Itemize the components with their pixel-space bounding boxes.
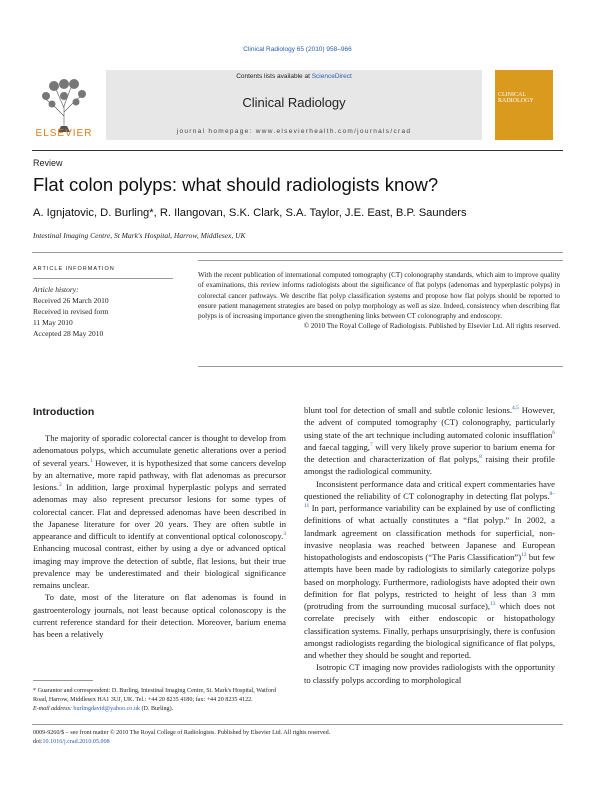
text-run: In part, performance variability can be explained by use of conflicting definitions of what actually constitutes a “flat polyp.” In 2002, a landmark agreement on classification methods for superficial, non-invasive neoplasia was reached between Japanese and European histopathologists and endoscopists (“The Paris Classification”) (304, 503, 555, 562)
body-column-right (304, 404, 555, 686)
abstract-bottom-rule (198, 366, 563, 367)
footnote-rule (33, 680, 93, 681)
front-matter (33, 729, 564, 746)
text-run: In addition, large proximal hyperplastic polyps and serrated adenomas may also represent precursor lesions for some types of colorectal cancer. Flat and depressed adenomas have been described in the Japanese literature for over 20 years. They are often subtle in appearance and difficult to identify at conventional optical colonoscopy. (33, 482, 286, 541)
text-run: which does not correlate precisely with either endoscopic or histopathology classification systems. Finally, perhaps unsurprisingly, there is confusion amongst radiologists regarding the biological significance of flat polyps, and whether they should be sought and reported. (304, 601, 555, 660)
contents-available (106, 73, 482, 80)
title-rule (32, 252, 563, 253)
email-link[interactable]: burlingdavid@yahoo.co.uk (73, 706, 140, 712)
ref-link[interactable]: 2 (59, 482, 62, 489)
email-label: E-mail address: (33, 706, 72, 712)
ref-link[interactable]: 7 (369, 441, 373, 448)
article-affiliation: Intestinal Imaging Centre, St Mark's Hospital, Harrow, Middlesex, UK (33, 231, 246, 240)
doi-label: doi: (33, 738, 43, 745)
abstract-top-rule (198, 260, 563, 261)
article-history (33, 284, 183, 339)
body-column-left (33, 432, 286, 640)
corresponding-author-footnote (33, 687, 288, 714)
ref-link[interactable]: 8–11 (304, 490, 555, 510)
abstract-text: With the recent publication of international computed tomography (CT) colonography standards, which aim to improve quality of examinations, this review informs radiologists about the significance of flat polyps (adenomas and hyperplastic polyps) in colorectal cancer pathways. We describe flat polyp classification systems and propose how flat polyps should be reported to ensure patient management strategies are based on polyp morphology as well as size. Indeed, consistency when describing flat polyps is of increasing importance given the strengthening links between CT colonography and endoscopy. (198, 271, 560, 321)
text-run: Inconsistent performance data and critical expert commentaries have questioned the reliability of CT colonography in detecting flat polyps. (304, 478, 555, 501)
history-label: Article history: (33, 285, 79, 294)
ref-link[interactable]: 8 (479, 454, 482, 461)
text-run: However, it is hypothesized that some cancers develop by an alternative, more rapid pathway, with flat adenomas as precursor lesions. (33, 457, 286, 492)
abstract-copyright: © 2010 The Royal College of Radiologists. Published by Elsevier Ltd. All rights reserved. (303, 322, 560, 331)
intro-paragraph-3 (304, 478, 555, 662)
text-run: raising their profile amongst the radiological community. (304, 454, 555, 477)
text-run: Enhancing mucosal contrast, either by using a dye or advanced optical imaging may improve the detection of subtle, flat lesions, but their true prevalence may be underestimated and their biological significance remains unclear. (33, 543, 286, 590)
available-prefix: Contents lists available at (236, 73, 312, 80)
history-accepted: Accepted 28 May 2010 (33, 329, 104, 338)
email-suffix: (D. Burling). (141, 706, 174, 712)
history-revised-2: 11 May 2010 (33, 318, 73, 327)
text-run: The majority of sporadic colorectal cancer is thought to develop from adenomatous polyps, which accumulate genetic alterations over a period of several years. (33, 433, 286, 468)
ref-link[interactable]: 6 (552, 429, 555, 436)
cover-title: CLINICAL RADIOLOGY (498, 92, 534, 104)
ref-link[interactable]: 1 (89, 457, 93, 464)
intro-paragraph-2-cont (304, 404, 555, 478)
ref-link[interactable]: 4,5 (512, 405, 519, 412)
doi-line (33, 738, 564, 747)
journal-cover-image (495, 70, 553, 140)
footnote-email-line (33, 705, 288, 714)
sciencedirect-link[interactable]: ScienceDirect (311, 73, 352, 80)
doi-link[interactable]: 10.1016/j.crad.2010.05.008 (42, 738, 110, 745)
abstract (198, 270, 560, 332)
journal-citation[interactable]: Clinical Radiology 65 (2010) 958–966 (243, 46, 352, 53)
section-heading-introduction: Introduction (33, 406, 95, 418)
article-info-rule (33, 278, 173, 279)
text-run: and faecal tagging, (304, 441, 370, 452)
header-rule (32, 150, 563, 151)
journal-title: Clinical Radiology (242, 95, 346, 110)
intro-paragraph-2: To date, most of the literature on flat adenomas is found in gastroenterology journals, not least because optical colonoscopy is the current reference standard for their detection. Moreover, barium enema has been a relatively (33, 592, 286, 639)
text-run: will very likely prove superior to barium enema for the detection and characterization of flat polyps, (304, 441, 555, 464)
ref-link[interactable]: 13 (489, 601, 496, 608)
issn-line: 0009-9260/$ – see front matter © 2010 The Royal College of Radiologists. Published by Elsevier Ltd. All rights reserved. (33, 730, 331, 736)
text-run: However, the advent of computed tomography (CT) colonography, particularly using state of the art technique including automated colonic insufflation (304, 405, 555, 440)
article-authors: A. Ignjatovic, D. Burling*, R. Ilangovan, S.K. Clark, S.A. Taylor, J.E. East, B.P. Saunders (33, 207, 467, 219)
elsevier-wordmark: ELSEVIER (35, 128, 93, 139)
article-info-heading: ARTICLE INFORMATION (33, 266, 115, 272)
journal-homepage[interactable]: journal homepage: www.elsevierhealth.com/journals/crad (176, 128, 412, 135)
ref-link[interactable]: 12 (521, 552, 527, 559)
ref-link[interactable]: 3 (283, 531, 286, 538)
bottom-rule (32, 724, 563, 725)
article-type: Review (33, 158, 63, 168)
text-run: blunt tool for detection of small and subtle colonic lesions. (304, 405, 512, 415)
intro-paragraph-1 (33, 432, 286, 591)
article-title: Flat colon polyps: what should radiologists know? (33, 174, 439, 195)
text-run: but few attempts have been made by radiologists to similarly categorize polyps based on morphology. Furthermore, radiologists have adopted their own definition for flat polyps, restricted to height of less than 3 mm (protruding from the surrounding mucosal surface), (304, 552, 555, 611)
intro-paragraph-4: Isotropic CT imaging now provides radiologists with the opportunity to classify polyps according to morphological (304, 662, 555, 685)
history-revised-1: Received in revised form (33, 307, 109, 316)
footnote-text: * Guarantor and correspondent: D. Burling, Intestinal Imaging Centre, St. Mark's Hospital, Watford Road, Harrow, Middlesex HA1 3UJ, UK. Tel.: +44 20 8235 4180; fax: +44 20 8235 4122. (33, 688, 277, 703)
history-received: Received 26 March 2010 (33, 296, 109, 305)
